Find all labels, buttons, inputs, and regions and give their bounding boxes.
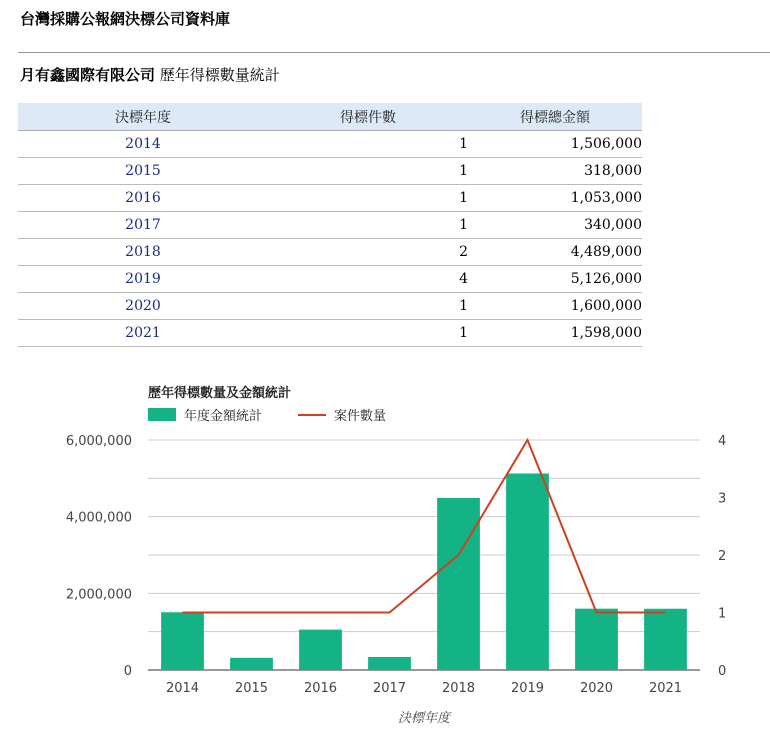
count-cell: 1 — [268, 158, 468, 185]
count-cell: 1 — [268, 185, 468, 212]
table-row — [18, 158, 642, 185]
table-row — [18, 212, 642, 239]
x-axis-label: 決標年度 — [397, 711, 451, 726]
legend-label-amount: 年度金額統計 — [184, 409, 263, 424]
year-cell — [18, 185, 268, 212]
count-cell: 1 — [268, 293, 468, 320]
legend-swatch-amount — [148, 408, 176, 421]
amount-cell: 1,598,000 — [468, 320, 642, 347]
y-right-tick-label: 0 — [718, 664, 727, 679]
bar-amount-2017 — [368, 657, 411, 670]
table-row — [18, 320, 642, 347]
year-cell — [18, 320, 268, 347]
y-left-tick-label: 0 — [123, 664, 132, 679]
column-header-amount: 得標總金額 — [468, 103, 642, 131]
x-tick-label: 2021 — [648, 681, 683, 696]
year-cell — [18, 239, 268, 266]
x-tick-label: 2015 — [234, 681, 269, 696]
amount-cell: 340,000 — [468, 212, 642, 239]
table-row — [18, 266, 642, 293]
x-tick-label: 2014 — [165, 681, 200, 696]
count-cell: 1 — [268, 320, 468, 347]
table-row — [18, 293, 642, 320]
line-count-series — [183, 440, 666, 613]
x-tick-label: 2019 — [510, 681, 545, 696]
year-link[interactable]: 2016 — [125, 190, 161, 206]
column-header-count: 得標件數 — [268, 103, 468, 131]
year-cell — [18, 158, 268, 185]
year-link[interactable]: 2017 — [125, 217, 161, 233]
x-tick-label: 2017 — [372, 681, 407, 696]
page-subtitle: 歷年得標數量統計 — [159, 66, 280, 84]
year-cell — [18, 212, 268, 239]
page-title — [20, 64, 280, 85]
year-link[interactable]: 2020 — [125, 298, 161, 314]
award-chart — [0, 370, 770, 755]
amount-cell: 1,053,000 — [468, 185, 642, 212]
table-header-row — [18, 103, 642, 131]
amount-cell: 318,000 — [468, 158, 642, 185]
bar-amount-2015 — [230, 658, 273, 670]
bar-amount-2016 — [299, 630, 342, 670]
site-title: 台灣採購公報網決標公司資料庫 — [20, 10, 231, 28]
bar-amount-2014 — [161, 612, 204, 670]
x-tick-label: 2016 — [303, 681, 338, 696]
bar-amount-2020 — [575, 609, 618, 670]
award-stats-table — [18, 103, 642, 347]
legend-label-count: 案件數量 — [334, 409, 387, 424]
company-name: 月有鑫國際有限公司 — [20, 66, 156, 84]
amount-cell: 5,126,000 — [468, 266, 642, 293]
x-tick-label: 2020 — [579, 681, 614, 696]
y-right-tick-label: 4 — [718, 434, 727, 449]
count-cell: 1 — [268, 131, 468, 158]
amount-cell: 1,600,000 — [468, 293, 642, 320]
y-right-tick-label: 3 — [718, 491, 727, 507]
y-right-tick-label: 1 — [718, 606, 727, 622]
table-row — [18, 185, 642, 212]
amount-cell: 4,489,000 — [468, 239, 642, 266]
y-left-tick-label: 6,000,000 — [65, 434, 132, 449]
year-cell — [18, 266, 268, 293]
y-right-tick-label: 2 — [718, 549, 727, 564]
x-tick-label: 2018 — [441, 681, 476, 696]
table-body — [18, 131, 642, 347]
count-cell: 4 — [268, 266, 468, 293]
year-link[interactable]: 2015 — [125, 163, 161, 179]
year-link[interactable]: 2014 — [125, 136, 161, 152]
year-link[interactable]: 2021 — [125, 325, 161, 341]
year-cell — [18, 131, 268, 158]
year-cell — [18, 293, 268, 320]
bar-amount-2019 — [506, 474, 549, 670]
table-row — [18, 239, 642, 266]
y-left-tick-label: 4,000,000 — [65, 510, 132, 526]
year-link[interactable]: 2019 — [125, 271, 161, 287]
amount-cell: 1,506,000 — [468, 131, 642, 158]
column-header-year: 決標年度 — [18, 103, 268, 131]
chart-title: 歷年得標數量及金額統計 — [148, 386, 292, 401]
count-cell: 2 — [268, 239, 468, 266]
year-link[interactable]: 2018 — [125, 244, 161, 260]
bar-amount-2018 — [437, 498, 480, 670]
header-divider — [18, 52, 770, 53]
y-left-tick-label: 2,000,000 — [65, 587, 132, 603]
bar-amount-2021 — [644, 609, 687, 670]
count-cell: 1 — [268, 212, 468, 239]
table-row — [18, 131, 642, 158]
